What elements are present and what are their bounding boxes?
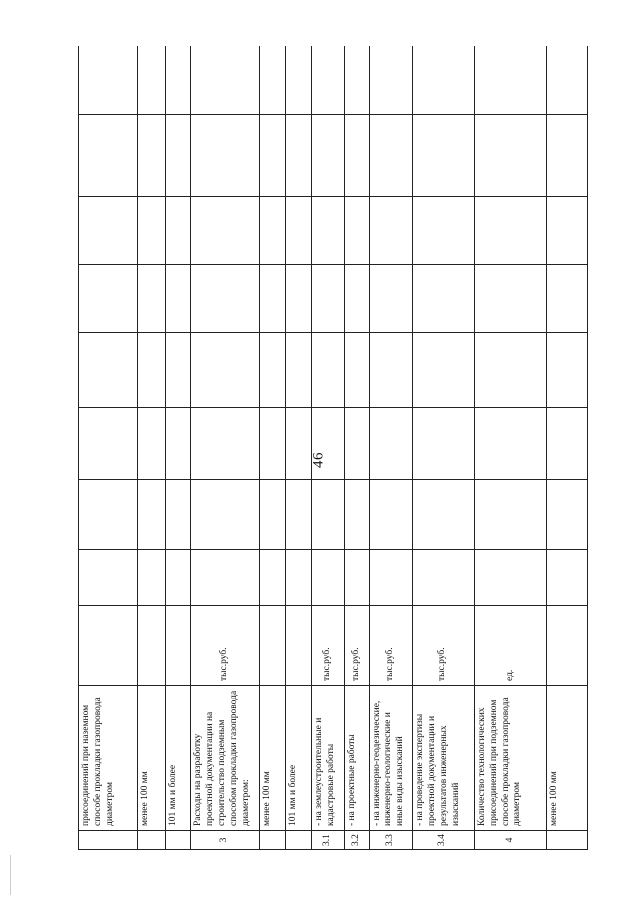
unit-cell: тыс.руб. bbox=[412, 606, 474, 686]
value-cell bbox=[474, 333, 547, 408]
table-row bbox=[166, 46, 191, 850]
unit-cell bbox=[79, 606, 138, 686]
value-cell bbox=[474, 480, 547, 550]
row-number-cell bbox=[79, 831, 138, 850]
table-container bbox=[78, 46, 588, 850]
value-cell bbox=[311, 408, 344, 480]
value-cell bbox=[191, 550, 260, 606]
value-cell bbox=[79, 265, 138, 333]
value-cell bbox=[191, 265, 260, 333]
value-cell bbox=[137, 550, 166, 606]
table-row bbox=[474, 46, 547, 850]
value-cell bbox=[286, 333, 312, 408]
value-cell bbox=[474, 408, 547, 480]
row-number-cell: 3.2 bbox=[345, 831, 370, 850]
value-cell bbox=[79, 46, 138, 115]
value-cell bbox=[259, 265, 286, 333]
table-row bbox=[79, 46, 138, 850]
value-cell bbox=[311, 197, 344, 265]
value-cell bbox=[259, 550, 286, 606]
value-cell bbox=[311, 265, 344, 333]
value-cell bbox=[191, 115, 260, 197]
value-cell bbox=[345, 265, 370, 333]
value-cell bbox=[137, 480, 166, 550]
row-number-cell: 3 bbox=[191, 831, 260, 850]
unit-cell bbox=[286, 606, 312, 686]
value-cell bbox=[259, 197, 286, 265]
table-row bbox=[311, 46, 344, 850]
indicator-name-cell: - на землеустроительные и кадастровые работы bbox=[311, 686, 344, 831]
row-number-cell bbox=[166, 831, 191, 850]
unit-cell: тыс.руб. bbox=[191, 606, 260, 686]
value-cell bbox=[286, 550, 312, 606]
unit-cell bbox=[259, 606, 286, 686]
indicator-name-cell: Расходы на разработку проектной документации на строительство подземным способом прокладки газопровода диаметром: bbox=[191, 686, 260, 831]
value-cell bbox=[412, 115, 474, 197]
value-cell bbox=[311, 115, 344, 197]
value-cell bbox=[137, 197, 166, 265]
value-cell bbox=[259, 333, 286, 408]
unit-cell bbox=[137, 606, 166, 686]
value-cell bbox=[191, 333, 260, 408]
value-cell bbox=[369, 46, 412, 115]
value-cell bbox=[79, 197, 138, 265]
value-cell bbox=[345, 550, 370, 606]
value-cell bbox=[137, 265, 166, 333]
value-cell bbox=[369, 480, 412, 550]
unit-cell: тыс.руб. bbox=[345, 606, 370, 686]
value-cell bbox=[474, 265, 547, 333]
value-cell bbox=[79, 115, 138, 197]
value-cell bbox=[137, 46, 166, 115]
value-cell bbox=[79, 408, 138, 480]
value-cell bbox=[311, 480, 344, 550]
table-row bbox=[191, 46, 260, 850]
indicator-name-cell: менее 100 мм bbox=[137, 686, 166, 831]
value-cell bbox=[191, 480, 260, 550]
page-number: 46 bbox=[310, 452, 327, 468]
unit-cell: тыс.руб. bbox=[369, 606, 412, 686]
table-row bbox=[412, 46, 474, 850]
value-cell bbox=[311, 550, 344, 606]
value-cell bbox=[286, 408, 312, 480]
table-row bbox=[259, 46, 286, 850]
value-cell bbox=[286, 480, 312, 550]
value-cell bbox=[474, 46, 547, 115]
value-cell bbox=[547, 408, 588, 480]
value-cell bbox=[345, 197, 370, 265]
row-number-cell: 3.1 bbox=[311, 831, 344, 850]
value-cell bbox=[166, 265, 191, 333]
value-cell bbox=[79, 480, 138, 550]
indicator-name-cell: - на проектные работы bbox=[345, 686, 370, 831]
value-cell bbox=[191, 408, 260, 480]
value-cell bbox=[345, 480, 370, 550]
value-cell bbox=[547, 550, 588, 606]
value-cell bbox=[166, 480, 191, 550]
table-row bbox=[137, 46, 166, 850]
row-number-cell bbox=[259, 831, 286, 850]
value-cell bbox=[369, 265, 412, 333]
value-cell bbox=[191, 197, 260, 265]
cost-table bbox=[78, 46, 588, 850]
unit-cell: ед. bbox=[474, 606, 547, 686]
value-cell bbox=[79, 550, 138, 606]
value-cell bbox=[286, 115, 312, 197]
value-cell bbox=[191, 46, 260, 115]
value-cell bbox=[137, 115, 166, 197]
value-cell bbox=[547, 197, 588, 265]
indicator-name-cell: - на проведение экспертизы проектной документации и результатов инженерных изысканий bbox=[412, 686, 474, 831]
value-cell bbox=[412, 408, 474, 480]
value-cell bbox=[345, 115, 370, 197]
value-cell bbox=[166, 408, 191, 480]
value-cell bbox=[79, 333, 138, 408]
value-cell bbox=[166, 115, 191, 197]
value-cell bbox=[547, 333, 588, 408]
value-cell bbox=[286, 265, 312, 333]
table-row bbox=[345, 46, 370, 850]
value-cell bbox=[474, 115, 547, 197]
indicator-name-cell: 101 мм и более bbox=[286, 686, 312, 831]
value-cell bbox=[369, 197, 412, 265]
unit-cell: тыс.руб. bbox=[311, 606, 344, 686]
unit-cell bbox=[166, 606, 191, 686]
value-cell bbox=[259, 115, 286, 197]
value-cell bbox=[369, 550, 412, 606]
value-cell bbox=[345, 333, 370, 408]
value-cell bbox=[474, 197, 547, 265]
value-cell bbox=[311, 46, 344, 115]
value-cell bbox=[286, 46, 312, 115]
value-cell bbox=[286, 197, 312, 265]
value-cell bbox=[166, 197, 191, 265]
table-row bbox=[286, 46, 312, 850]
row-number-cell bbox=[137, 831, 166, 850]
value-cell bbox=[345, 408, 370, 480]
scan-edge-mark bbox=[10, 855, 11, 895]
value-cell bbox=[547, 480, 588, 550]
value-cell bbox=[412, 265, 474, 333]
value-cell bbox=[345, 46, 370, 115]
value-cell bbox=[412, 46, 474, 115]
row-number-cell bbox=[547, 831, 588, 850]
value-cell bbox=[412, 480, 474, 550]
row-number-cell bbox=[286, 831, 312, 850]
table-row bbox=[547, 46, 588, 850]
value-cell bbox=[412, 550, 474, 606]
unit-cell bbox=[547, 606, 588, 686]
value-cell bbox=[166, 550, 191, 606]
value-cell bbox=[137, 333, 166, 408]
row-number-cell: 4 bbox=[474, 831, 547, 850]
value-cell bbox=[166, 46, 191, 115]
value-cell bbox=[166, 333, 191, 408]
value-cell bbox=[259, 408, 286, 480]
indicator-name-cell: 101 мм и более bbox=[166, 686, 191, 831]
indicator-name-cell: менее 100 мм bbox=[259, 686, 286, 831]
value-cell bbox=[547, 115, 588, 197]
value-cell bbox=[259, 480, 286, 550]
value-cell bbox=[311, 333, 344, 408]
value-cell bbox=[547, 265, 588, 333]
row-number-cell: 3.4 bbox=[412, 831, 474, 850]
value-cell bbox=[474, 550, 547, 606]
value-cell bbox=[369, 408, 412, 480]
value-cell bbox=[259, 46, 286, 115]
indicator-name-cell: - на инженерно-геодезические, инженерно-геологические и иные виды изысканий bbox=[369, 686, 412, 831]
indicator-name-cell: менее 100 мм bbox=[547, 686, 588, 831]
value-cell bbox=[412, 333, 474, 408]
indicator-name-cell: Количество технологических присоединений при подземном способе прокладки газопровода диаметром bbox=[474, 686, 547, 831]
table-row bbox=[369, 46, 412, 850]
value-cell bbox=[369, 333, 412, 408]
value-cell bbox=[137, 408, 166, 480]
indicator-name-cell: присоединений при наземном способе прокладки газопровода диаметром bbox=[79, 686, 138, 831]
value-cell bbox=[547, 46, 588, 115]
row-number-cell: 3.3 bbox=[369, 831, 412, 850]
value-cell bbox=[412, 197, 474, 265]
value-cell bbox=[369, 115, 412, 197]
